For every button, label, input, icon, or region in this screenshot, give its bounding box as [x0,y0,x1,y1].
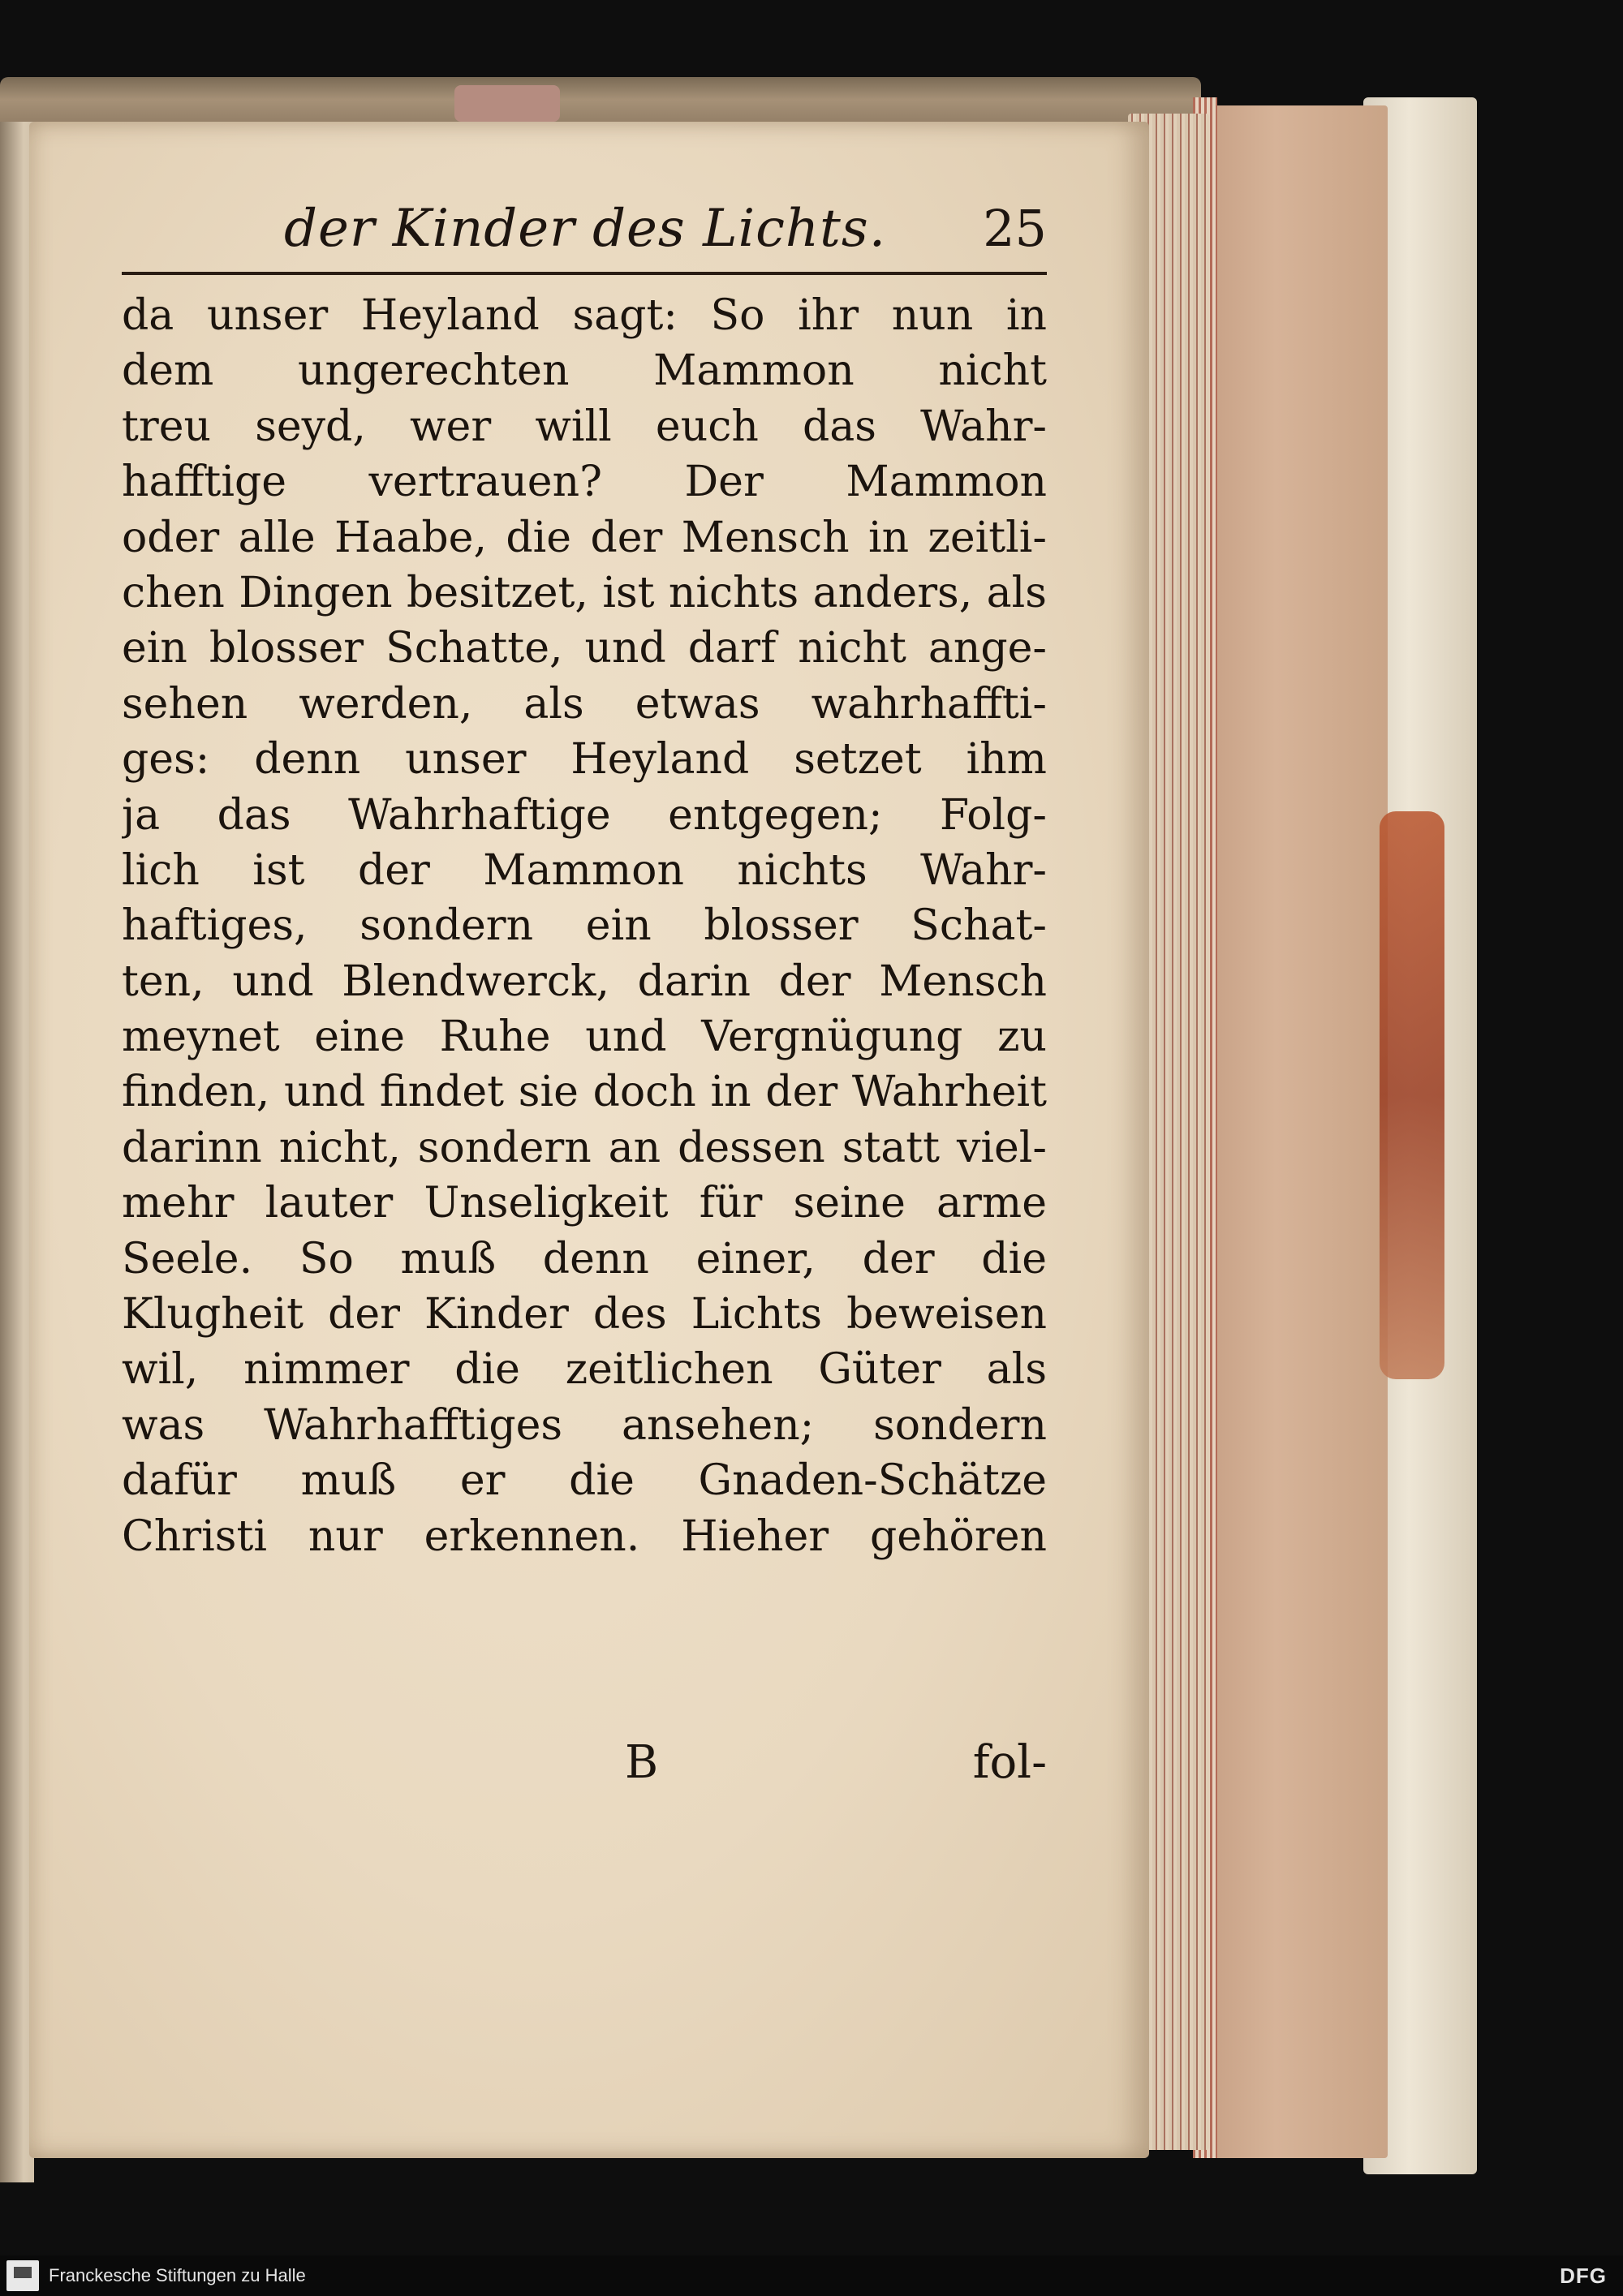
text-line: dafür muß er die Gnaden-Schätze [122,1456,1047,1506]
text-line: Christi nur erkennen. Hieher gehören [122,1511,1047,1561]
text-line: wil, nimmer die zeitlichen Güter als [122,1345,1047,1395]
text-line: haftiges, sondern ein blosser Schat- [122,901,1047,951]
text-line: was Wahrhafftiges ansehen; sondern [122,1400,1047,1450]
text-line: dem ungerechten Mammon nicht [122,346,1047,396]
running-head: der Kinder des Lichts. [284,199,887,259]
text-line: ja das Wahrhaftige entgegen; Folg- [122,790,1047,840]
institution-logo [6,2260,39,2291]
text-line: oder alle Haabe, die der Mensch in zeitli- [122,513,1047,562]
text-block [122,288,1047,1564]
viewer-footer [0,2255,1623,2296]
cover-damage [1380,811,1444,1379]
text-line: hafftige vertrauen? Der Mammon [122,458,1047,507]
page-footer-marks [122,1736,1047,1801]
text-line: treu seyd, wer will euch das Wahr- [122,402,1047,451]
cover-board [1201,105,1388,2158]
dfg-logo: DFG [1560,2264,1607,2288]
spine-tear [454,85,560,122]
page-header [122,199,1047,272]
text-line: mehr lauter Unseligkeit für seine arme [122,1179,1047,1228]
text-line: da unser Heyland sagt: So ihr nun in [122,291,1047,340]
header-rule [122,272,1047,275]
text-line: lich ist der Mammon nichts Wahr- [122,845,1047,895]
text-line: ten, und Blendwerck, darin der Mensch [122,957,1047,1006]
text-line: ges: denn unser Heyland setzet ihm [122,735,1047,785]
text-line: Seele. So muß denn einer, der die [122,1234,1047,1283]
page-number: 25 [983,199,1047,258]
text-line: Klugheit der Kinder des Lichts beweisen [122,1290,1047,1339]
text-line: chen Dingen besitzet, ist nichts anders, als [122,568,1047,617]
text-line: ein blosser Schatte, und darf nicht ange- [122,624,1047,673]
catchword: fol- [972,1736,1047,1789]
text-line: finden, und findet sie doch in der Wahrheit [122,1068,1047,1117]
text-line: sehen werden, als etwas wahrhaffti- [122,679,1047,729]
text-line: darinn nicht, sondern an dessen statt viel- [122,1123,1047,1172]
text-line: meynet eine Ruhe und Vergnügung zu [122,1013,1047,1062]
signature-mark: B [625,1736,659,1789]
institution-name: Franckesche Stiftungen zu Halle [49,2265,306,2285]
